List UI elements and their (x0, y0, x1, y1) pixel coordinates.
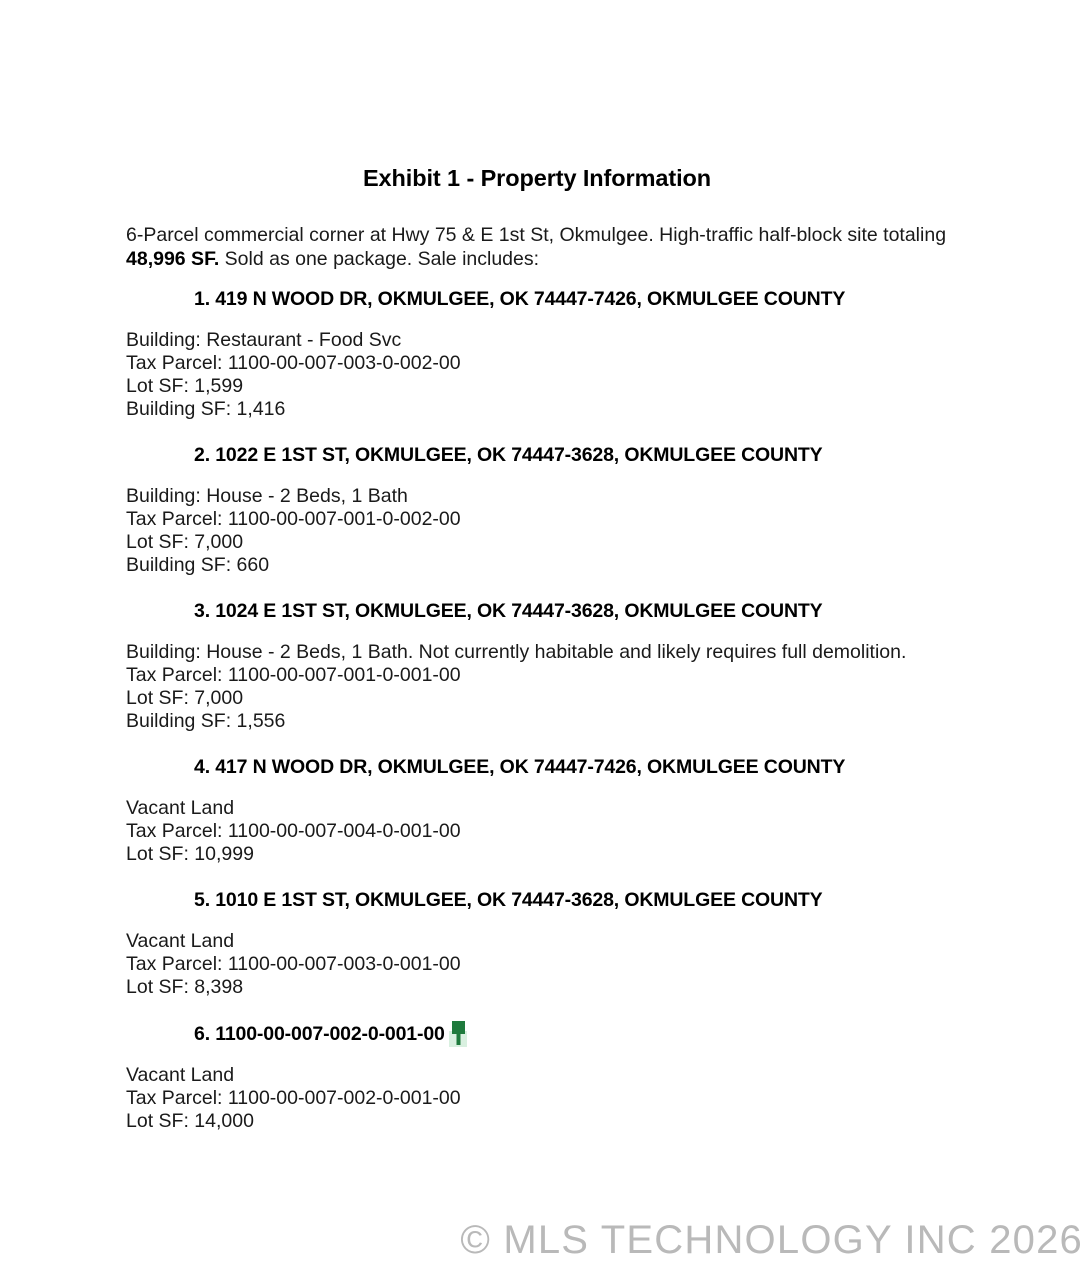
property-block (0, 888, 1087, 1021)
property-detail-line: Lot SF: 7,000 (126, 531, 244, 553)
property-detail-line: Lot SF: 8,398 (126, 976, 244, 998)
property-detail-line: Tax Parcel: 1100-00-007-003-0-001-00 (126, 953, 461, 975)
page-title: Exhibit 1 - Property Information (362, 165, 712, 191)
property-detail-line: Tax Parcel: 1100-00-007-001-0-002-00 (126, 508, 461, 530)
property-heading-label: 3. 1024 E 1ST ST, OKMULGEE, OK 74447-3628, OKMULGEE COUNTY (194, 600, 823, 622)
property-heading-label: 2. 1022 E 1ST ST, OKMULGEE, OK 74447-3628, OKMULGEE COUNTY (194, 444, 823, 466)
property-detail-line: Vacant Land (126, 797, 235, 819)
property-detail-line: Building: House - 2 Beds, 1 Bath (126, 485, 408, 507)
property-heading-label: 4. 417 N WOOD DR, OKMULGEE, OK 74447-7426, OKMULGEE COUNTY (194, 756, 846, 778)
property-heading (194, 287, 1087, 312)
property-heading (194, 1021, 1087, 1047)
property-detail-line: Lot SF: 1,599 (126, 375, 244, 397)
property-list (0, 287, 1087, 1155)
property-detail-line: Vacant Land (126, 1064, 235, 1086)
block-spacer (0, 733, 1087, 755)
block-spacer (0, 1133, 1087, 1155)
property-detail-line: Lot SF: 7,000 (126, 687, 244, 709)
property-detail-line: Tax Parcel: 1100-00-007-004-0-001-00 (126, 820, 461, 842)
property-detail-line: Lot SF: 10,999 (126, 843, 254, 865)
property-heading (194, 755, 1087, 780)
block-spacer (0, 421, 1087, 443)
property-details (126, 329, 1087, 421)
block-spacer (0, 577, 1087, 599)
property-heading-label: 5. 1010 E 1ST ST, OKMULGEE, OK 74447-3628, OKMULGEE COUNTY (194, 889, 823, 911)
property-block (0, 443, 1087, 599)
property-block (0, 287, 1087, 443)
intro-text-part1: 6-Parcel commercial corner at Hwy 75 & E 1st St, Okmulgee. High-traffic half-block site totaling (126, 224, 947, 246)
property-heading (194, 888, 1087, 913)
property-detail-line: Tax Parcel: 1100-00-007-002-0-001-00 (126, 1087, 461, 1109)
property-detail-line: Lot SF: 14,000 (126, 1110, 254, 1132)
property-block (0, 599, 1087, 755)
property-detail-line: Building SF: 660 (126, 554, 270, 576)
property-detail-line: Tax Parcel: 1100-00-007-003-0-002-00 (126, 352, 461, 374)
property-detail-line: Tax Parcel: 1100-00-007-001-0-001-00 (126, 664, 461, 686)
property-detail-line: Vacant Land (126, 930, 235, 952)
property-details (126, 930, 1087, 999)
property-detail-line: Building: House - 2 Beds, 1 Bath. Not currently habitable and likely requires full demolition. (126, 641, 907, 663)
block-spacer (0, 866, 1087, 888)
property-heading (194, 443, 1087, 468)
property-heading-label: 6. 1100-00-007-002-0-001-00 (194, 1023, 445, 1045)
property-details (126, 1064, 1087, 1133)
property-heading-label: 1. 419 N WOOD DR, OKMULGEE, OK 74447-7426, OKMULGEE COUNTY (194, 288, 846, 310)
property-detail-line: Building SF: 1,416 (126, 398, 286, 420)
property-details (126, 641, 1087, 733)
intro-total-sf: 48,996 SF. (126, 247, 220, 270)
block-spacer (0, 999, 1087, 1021)
property-block (0, 1021, 1087, 1155)
intro-paragraph (126, 224, 954, 271)
property-details (126, 797, 1087, 866)
property-detail-line: Building: Restaurant - Food Svc (126, 329, 402, 351)
intro-text-part2: Sold as one package. Sale includes: (219, 247, 540, 270)
property-details (126, 485, 1087, 577)
property-heading (194, 599, 1087, 624)
property-detail-line: Building SF: 1,556 (126, 710, 286, 732)
property-block (0, 755, 1087, 888)
copyright-watermark: © MLS TECHNOLOGY INC 2026 (460, 1218, 1083, 1262)
map-marker-icon (448, 1021, 468, 1047)
